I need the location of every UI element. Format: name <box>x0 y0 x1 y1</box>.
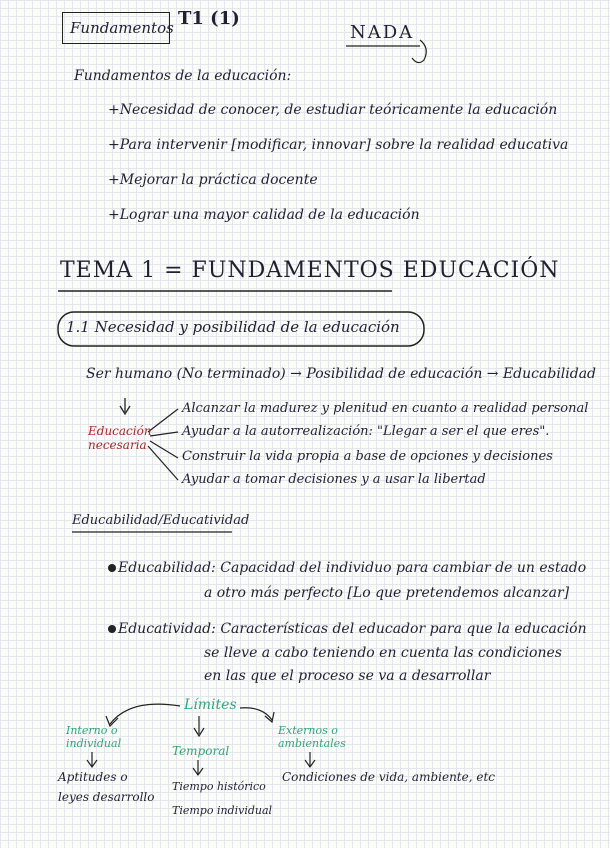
externos-label-2: ambientales <box>278 737 346 750</box>
branch-line-4 <box>148 446 178 480</box>
def1-line1: Capacidad del individuo para cambiar de un estado <box>220 560 587 576</box>
temporal-desc-2: Tiempo individual <box>172 804 273 817</box>
def2-row <box>108 621 587 637</box>
bullet-dot-icon <box>108 564 116 572</box>
externos-down-arrow <box>305 752 315 767</box>
right-title: NADA <box>350 22 415 43</box>
subject-label: Fundamentos <box>70 19 174 37</box>
limites-title: Límites <box>184 697 237 713</box>
externos-label-1: Externos o <box>278 724 338 737</box>
branch-1: Alcanzar la madurez y plenitud en cuanto a realidad personal <box>182 401 589 416</box>
branch-4: Ayudar a tomar decisiones y a usar la libertad <box>182 472 486 487</box>
branch-line-1 <box>148 409 178 432</box>
def2-line3: en las que el proceso se va a desarrollar <box>204 668 491 684</box>
temporal-label: Temporal <box>172 744 230 758</box>
interno-desc-1: Aptitudes o <box>58 770 128 784</box>
intro-item-4: +Lograr una mayor calidad de la educación <box>108 207 420 223</box>
educacion-label-2: necesaria <box>88 438 147 452</box>
educacion-label-1: Educación <box>88 424 152 438</box>
interno-label-1: Interno o <box>66 724 118 737</box>
intro-heading: Fundamentos de la educación: <box>74 68 292 84</box>
def1-term: Educabilidad: <box>118 560 216 576</box>
educabilidad-subtitle: Educabilidad/Educatividad <box>72 513 250 528</box>
interno-label-2: individual <box>66 737 122 750</box>
def2-line1: Características del educador para que la educación <box>220 621 587 637</box>
def2-term: Educatividad: <box>118 621 216 637</box>
nada-squiggle <box>412 40 426 63</box>
externos-desc: Condiciones de vida, ambiente, etc <box>282 770 495 784</box>
intro-item-1: +Necesidad de conocer, de estudiar teóricamente la educación <box>108 102 558 118</box>
branch-line-3 <box>150 441 178 458</box>
section-title: 1.1 Necesidad y posibilidad de la educación <box>66 318 400 336</box>
branch-3: Construir la vida propia a base de opciones y decisiones <box>182 449 553 464</box>
temporal-desc-1: Tiempo histórico <box>172 780 266 793</box>
ser-humano-chain: Ser humano (No terminado) → Posibilidad de educación → Educabilidad <box>86 366 597 382</box>
unit-label: T1 (1) <box>178 8 240 29</box>
interno-desc-2: leyes desarrollo <box>58 790 155 804</box>
def1-row <box>108 560 586 576</box>
tema-title: TEMA 1 = FUNDAMENTOS EDUCACIÓN <box>60 258 560 283</box>
intro-item-2: +Para intervenir [modificar, innovar] sobre la realidad educativa <box>108 137 569 153</box>
bullet-dot-icon <box>108 625 116 633</box>
interno-down-arrow <box>87 752 97 767</box>
def2-line2: se lleve a cabo teniendo en cuenta las condiciones <box>204 645 562 661</box>
intro-item-3: +Mejorar la práctica docente <box>108 172 318 188</box>
limit-arrow-left <box>110 704 180 724</box>
branch-line-2 <box>150 432 178 436</box>
temporal-down-arrow <box>193 760 203 775</box>
def1-line2: a otro más perfecto [Lo que pretendemos alcanzar] <box>204 585 570 601</box>
branch-2: Ayudar a la autorrealización: "Llegar a ser el que eres". <box>182 424 550 439</box>
